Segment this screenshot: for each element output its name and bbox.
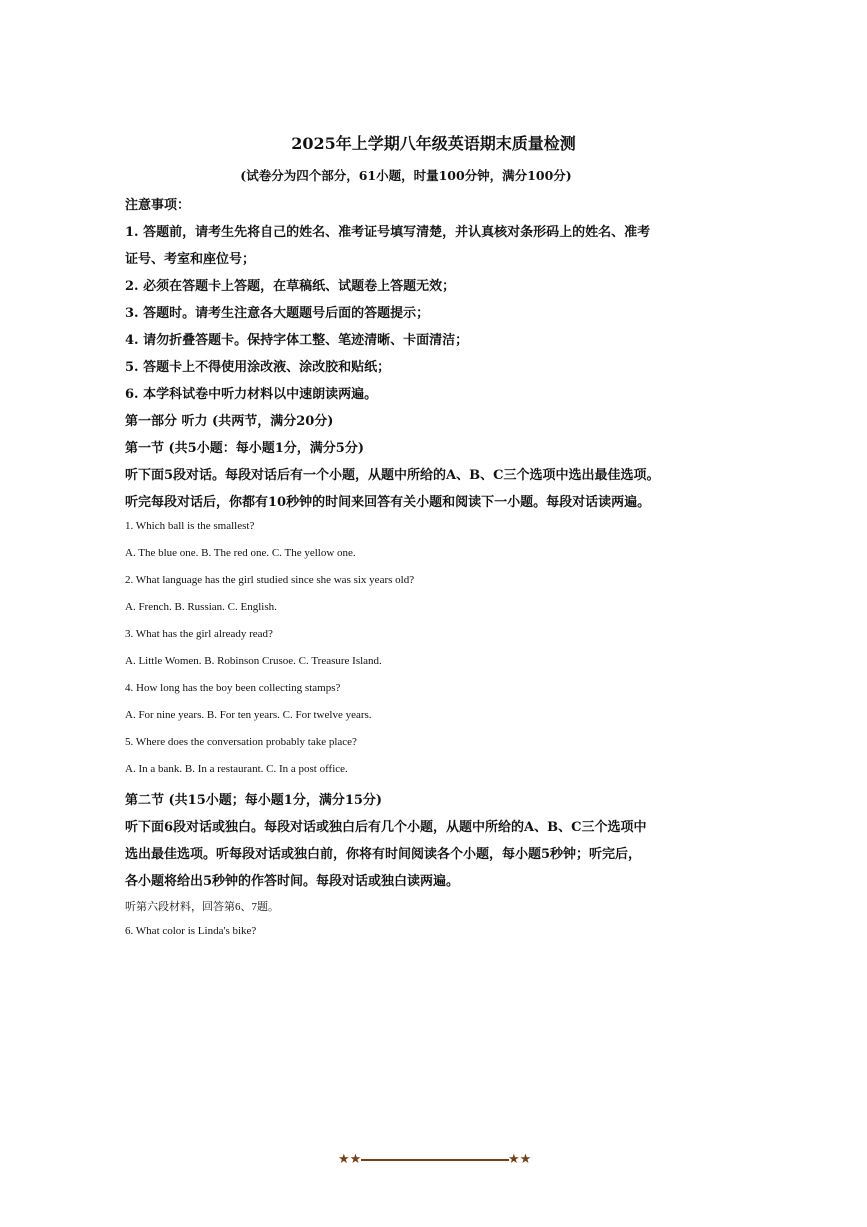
notice-item: 3. 答题时。请考生注意各大题题号后面的答题提示；	[125, 306, 430, 321]
section-instruction: 听完每段对话后，你都有10秒钟的时间来回答有关小题和阅读下一小题。每段对话读两遍。	[125, 495, 651, 510]
star-icon: ★★	[338, 1152, 362, 1167]
exam-title: 2025年上学期八年级英语期末质量检测	[291, 134, 576, 153]
notice-item: 5. 答题卡上不得使用涂改液、涂改胶和贴纸；	[125, 360, 391, 375]
notice-item: 4. 请勿折叠答题卡。保持字体工整、笔迹清晰、卡面清洁；	[125, 333, 469, 348]
footer-divider	[361, 1159, 509, 1161]
section-instruction: 听下面6段对话或独白。每段对话或独白后有几个小题，从题中所给的A、B、C三个选项中	[125, 820, 647, 835]
question-text: 6. What color is Linda's bike?	[125, 925, 257, 937]
question-text: 5. Where does the conversation probably take place?	[125, 736, 357, 748]
question-options: A. Little Women. B. Robinson Crusoe. C. Treasure Island.	[125, 655, 382, 667]
part-heading: 第一部分 听力 (共两节，满分20分)	[125, 414, 334, 429]
question-options: A. For nine years. B. For ten years. C. For twelve years.	[125, 709, 372, 721]
question-text: 1. Which ball is the smallest?	[125, 520, 255, 532]
section-heading: 第一节 (共5小题：每小题1分，满分5分)	[125, 441, 364, 456]
notice-item: 1. 答题前，请考生先将自己的姓名、准考证号填写清楚，并认真核对条形码上的姓名、准考	[125, 225, 651, 240]
material-note: 听第六段材料，回答第6、7题。	[125, 901, 279, 913]
page-footer-ornament	[338, 1150, 532, 1170]
section-instruction: 选出最佳选项。听每段对话或独白前，你将有时间阅读各个小题，每小题5秒钟；听完后，	[125, 847, 642, 862]
question-text: 3. What has the girl already read?	[125, 628, 273, 640]
question-text: 2. What language has the girl studied since she was six years old?	[125, 574, 415, 586]
notice-item: 6. 本学科试卷中听力材料以中速朗读两遍。	[125, 387, 378, 402]
exam-subtitle: (试卷分为四个部分，61小题，时量100分钟，满分100分)	[240, 168, 572, 183]
section-heading: 第二节 (共15小题；每小题1分，满分15分)	[125, 793, 383, 808]
star-icon: ★★	[508, 1152, 532, 1167]
notice-item: 证号、考室和座位号；	[125, 252, 256, 267]
question-options: A. The blue one. B. The red one. C. The yellow one.	[125, 547, 356, 559]
question-options: A. French. B. Russian. C. English.	[125, 601, 277, 613]
notice-heading: 注意事项：	[125, 198, 191, 213]
question-text: 4. How long has the boy been collecting stamps?	[125, 682, 341, 694]
section-instruction: 各小题将给出5秒钟的作答时间。每段对话或独白读两遍。	[125, 874, 460, 889]
question-options: A. In a bank. B. In a restaurant. C. In a post office.	[125, 763, 348, 775]
section-instruction: 听下面5段对话。每段对话后有一个小题，从题中所给的A、B、C三个选项中选出最佳选项。	[125, 468, 660, 483]
notice-item: 2. 必须在答题卡上答题，在草稿纸、试题卷上答题无效；	[125, 279, 456, 294]
